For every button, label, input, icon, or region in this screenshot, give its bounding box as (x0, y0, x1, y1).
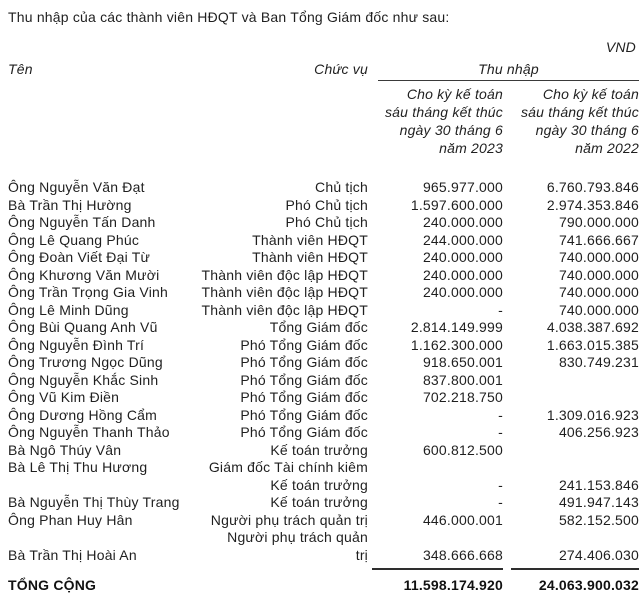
member-name-cell: Ông Trương Ngọc Dũng (8, 354, 163, 370)
income-2023-cell: 348.666.668 (422, 546, 503, 563)
role-cell: Phó Tổng Giám đốc (240, 424, 368, 440)
income-2022-cell: 740.000.000 (558, 249, 639, 265)
income-2023-cell: 240.000.000 (422, 266, 503, 283)
role-cell: Thành viên HĐQT (252, 231, 368, 248)
income-2022-cell: 740.000.000 (558, 266, 639, 283)
total-label: TỔNG CỘNG (8, 577, 97, 593)
table-row (8, 319, 639, 337)
income-2023-cell: 1.597.600.000 (410, 196, 503, 213)
role-cell: Thành viên độc lập HĐQT (201, 284, 368, 300)
member-name-cell: Ông Phan Huy Hân (8, 511, 133, 528)
total-2023-cell: 11.598.174.920 (403, 577, 503, 593)
income-2023-cell: - (498, 476, 503, 493)
income-2022-cell: 241.153.846 (558, 476, 639, 493)
income-2022-cell: 741.666.667 (558, 231, 639, 248)
table-row (8, 442, 639, 460)
role-cell: Phó Tổng Giám đốc (240, 371, 368, 388)
table-row (8, 459, 639, 494)
income-2022-cell: 740.000.000 (558, 301, 639, 318)
role-cell: Phó Tổng Giám đốc (240, 389, 368, 405)
income-2022-cell: 830.749.231 (558, 354, 639, 370)
subheader-spacer (8, 85, 368, 157)
table-row (8, 407, 639, 425)
role-cell: Phó Chủ tịch (285, 214, 368, 230)
member-name-cell: Ông Nguyễn Đình Trí (8, 336, 145, 353)
column-header-period-2023: Cho kỳ kế toán sáu tháng kết thúc ngày 30 tháng 6 năm 2023 (384, 86, 503, 156)
income-2023-cell: 240.000.000 (422, 249, 503, 265)
income-2022-cell: 274.406.030 (558, 546, 639, 563)
income-2023-cell: - (498, 406, 503, 423)
table-row (8, 337, 639, 355)
role-cell: Thành viên HĐQT (252, 249, 368, 265)
income-2023-cell: 240.000.000 (422, 214, 503, 230)
member-name-cell: Bà Ngô Thúy Vân (8, 441, 122, 458)
member-name-cell: Ông Vũ Kim Điền (8, 389, 120, 405)
income-2023-cell: 1.162.300.000 (410, 336, 503, 353)
pre-total-divider-row (8, 568, 639, 570)
income-2022-cell: 582.152.500 (558, 511, 639, 528)
table-row (8, 214, 639, 232)
table-row (8, 302, 639, 320)
table-row (8, 179, 639, 197)
income-2022-cell: 491.947.143 (558, 494, 639, 510)
column-header-period-2022: Cho kỳ kế toán sáu tháng kết thúc ngày 30 tháng 6 năm 2022 (520, 86, 639, 156)
role-cell: Người phụ trách quản trị (227, 529, 368, 563)
table-row (8, 197, 639, 215)
income-2023-underline (372, 568, 503, 570)
income-2023-cell: 446.000.001 (422, 511, 503, 528)
column-header-name: Tên (8, 61, 33, 77)
role-cell: Người phụ trách quản trị (210, 511, 368, 528)
income-2023-cell: 244.000.000 (422, 231, 503, 248)
table-row (8, 494, 639, 512)
income-2023-cell: 837.800.001 (422, 371, 503, 388)
member-name-cell: Bà Nguyễn Thị Thùy Trang (8, 494, 180, 510)
income-2022-underline (511, 568, 639, 570)
role-cell: Phó Tổng Giám đốc (240, 406, 368, 423)
income-2022-cell: 4.038.387.692 (546, 319, 639, 335)
role-cell: Giám đốc Tài chính kiêm Kế toán trưởng (208, 459, 368, 493)
total-2022-cell: 24.063.900.032 (538, 577, 639, 593)
role-cell: Kế toán trưởng (270, 441, 368, 458)
member-name-cell: Ông Dương Hồng Cẩm (8, 406, 157, 423)
member-name-cell: Ông Bùi Quang Anh Vũ (8, 319, 158, 335)
member-name-cell: Ông Nguyễn Thanh Thảo (8, 424, 170, 440)
income-2023-cell: 2.814.149.999 (410, 319, 503, 335)
income-2022-cell: 1.663.015.385 (546, 336, 639, 353)
member-name-cell: Ông Nguyễn Tấn Danh (8, 214, 156, 230)
divider-2022-cell (503, 568, 639, 570)
table-row (8, 529, 639, 564)
member-name-cell: Ông Khương Văn Mười (8, 266, 160, 283)
table-rows (8, 179, 639, 564)
table-row (8, 372, 639, 390)
role-cell: Phó Tổng Giám đốc (240, 336, 368, 353)
column-header-income-group (368, 60, 639, 81)
income-2023-cell: 965.977.000 (422, 179, 503, 195)
member-name-cell: Bà Trần Thị Hường (8, 196, 132, 213)
income-group-underline: Thu nhập (378, 60, 639, 81)
table-header-row (8, 60, 639, 81)
table-row (8, 284, 639, 302)
income-2022-cell: 790.000.000 (558, 214, 639, 230)
role-cell: Tổng Giám đốc (269, 319, 368, 335)
table-row (8, 424, 639, 442)
income-2022-cell: 406.256.923 (558, 424, 639, 440)
table-row (8, 512, 639, 530)
role-cell: Phó Chủ tịch (285, 196, 368, 213)
currency-label: VND (605, 39, 636, 55)
table-row (8, 354, 639, 372)
income-2023-cell: 240.000.000 (422, 284, 503, 300)
income-2022-cell: 6.760.793.846 (546, 179, 639, 195)
role-cell: Kế toán trưởng (270, 494, 368, 510)
income-2023-cell: 702.218.750 (422, 389, 503, 405)
member-name-cell: Bà Trần Thị Hoài An (8, 546, 137, 563)
role-cell: Phó Tổng Giám đốc (240, 354, 368, 370)
role-cell: Thành viên độc lập HĐQT (201, 266, 368, 283)
member-name-cell: Ông Lê Quang Phúc (8, 231, 140, 248)
income-2023-cell: 600.812.500 (422, 441, 503, 458)
member-name-cell: Ông Nguyễn Khắc Sinh (8, 371, 159, 388)
income-2023-cell: 918.650.001 (422, 354, 503, 370)
member-name-cell: Ông Trần Trọng Gia Vinh (8, 284, 168, 300)
report-title: Thu nhập của các thành viên HĐQT và Ban Tổng Giám đốc như sau: (8, 9, 450, 25)
role-cell: Chủ tịch (315, 179, 368, 195)
income-2022-cell: 740.000.000 (558, 284, 639, 300)
member-name-cell: Ông Lê Minh Dũng (8, 301, 129, 318)
table-subheader-row (8, 85, 639, 157)
divider-2023-cell (368, 568, 503, 570)
table-row (8, 267, 639, 285)
income-2022-cell: 2.974.353.846 (546, 196, 639, 213)
member-name-cell: Bà Lê Thị Thu Hương (8, 459, 148, 475)
table-row (8, 389, 639, 407)
income-2023-cell: - (498, 301, 503, 318)
column-header-role: Chức vụ (314, 61, 368, 77)
total-row (8, 570, 639, 599)
income-2022-cell: 1.309.016.923 (546, 406, 639, 423)
table-row (8, 249, 639, 267)
member-name-cell: Ông Nguyễn Văn Đạt (8, 179, 145, 195)
table-row (8, 232, 639, 250)
income-2023-cell: - (498, 494, 503, 510)
role-cell: Thành viên độc lập HĐQT (201, 301, 368, 318)
divider-spacer (8, 568, 368, 570)
member-name-cell: Ông Đoàn Viết Đại Từ (8, 249, 151, 265)
income-2023-cell: - (498, 424, 503, 440)
